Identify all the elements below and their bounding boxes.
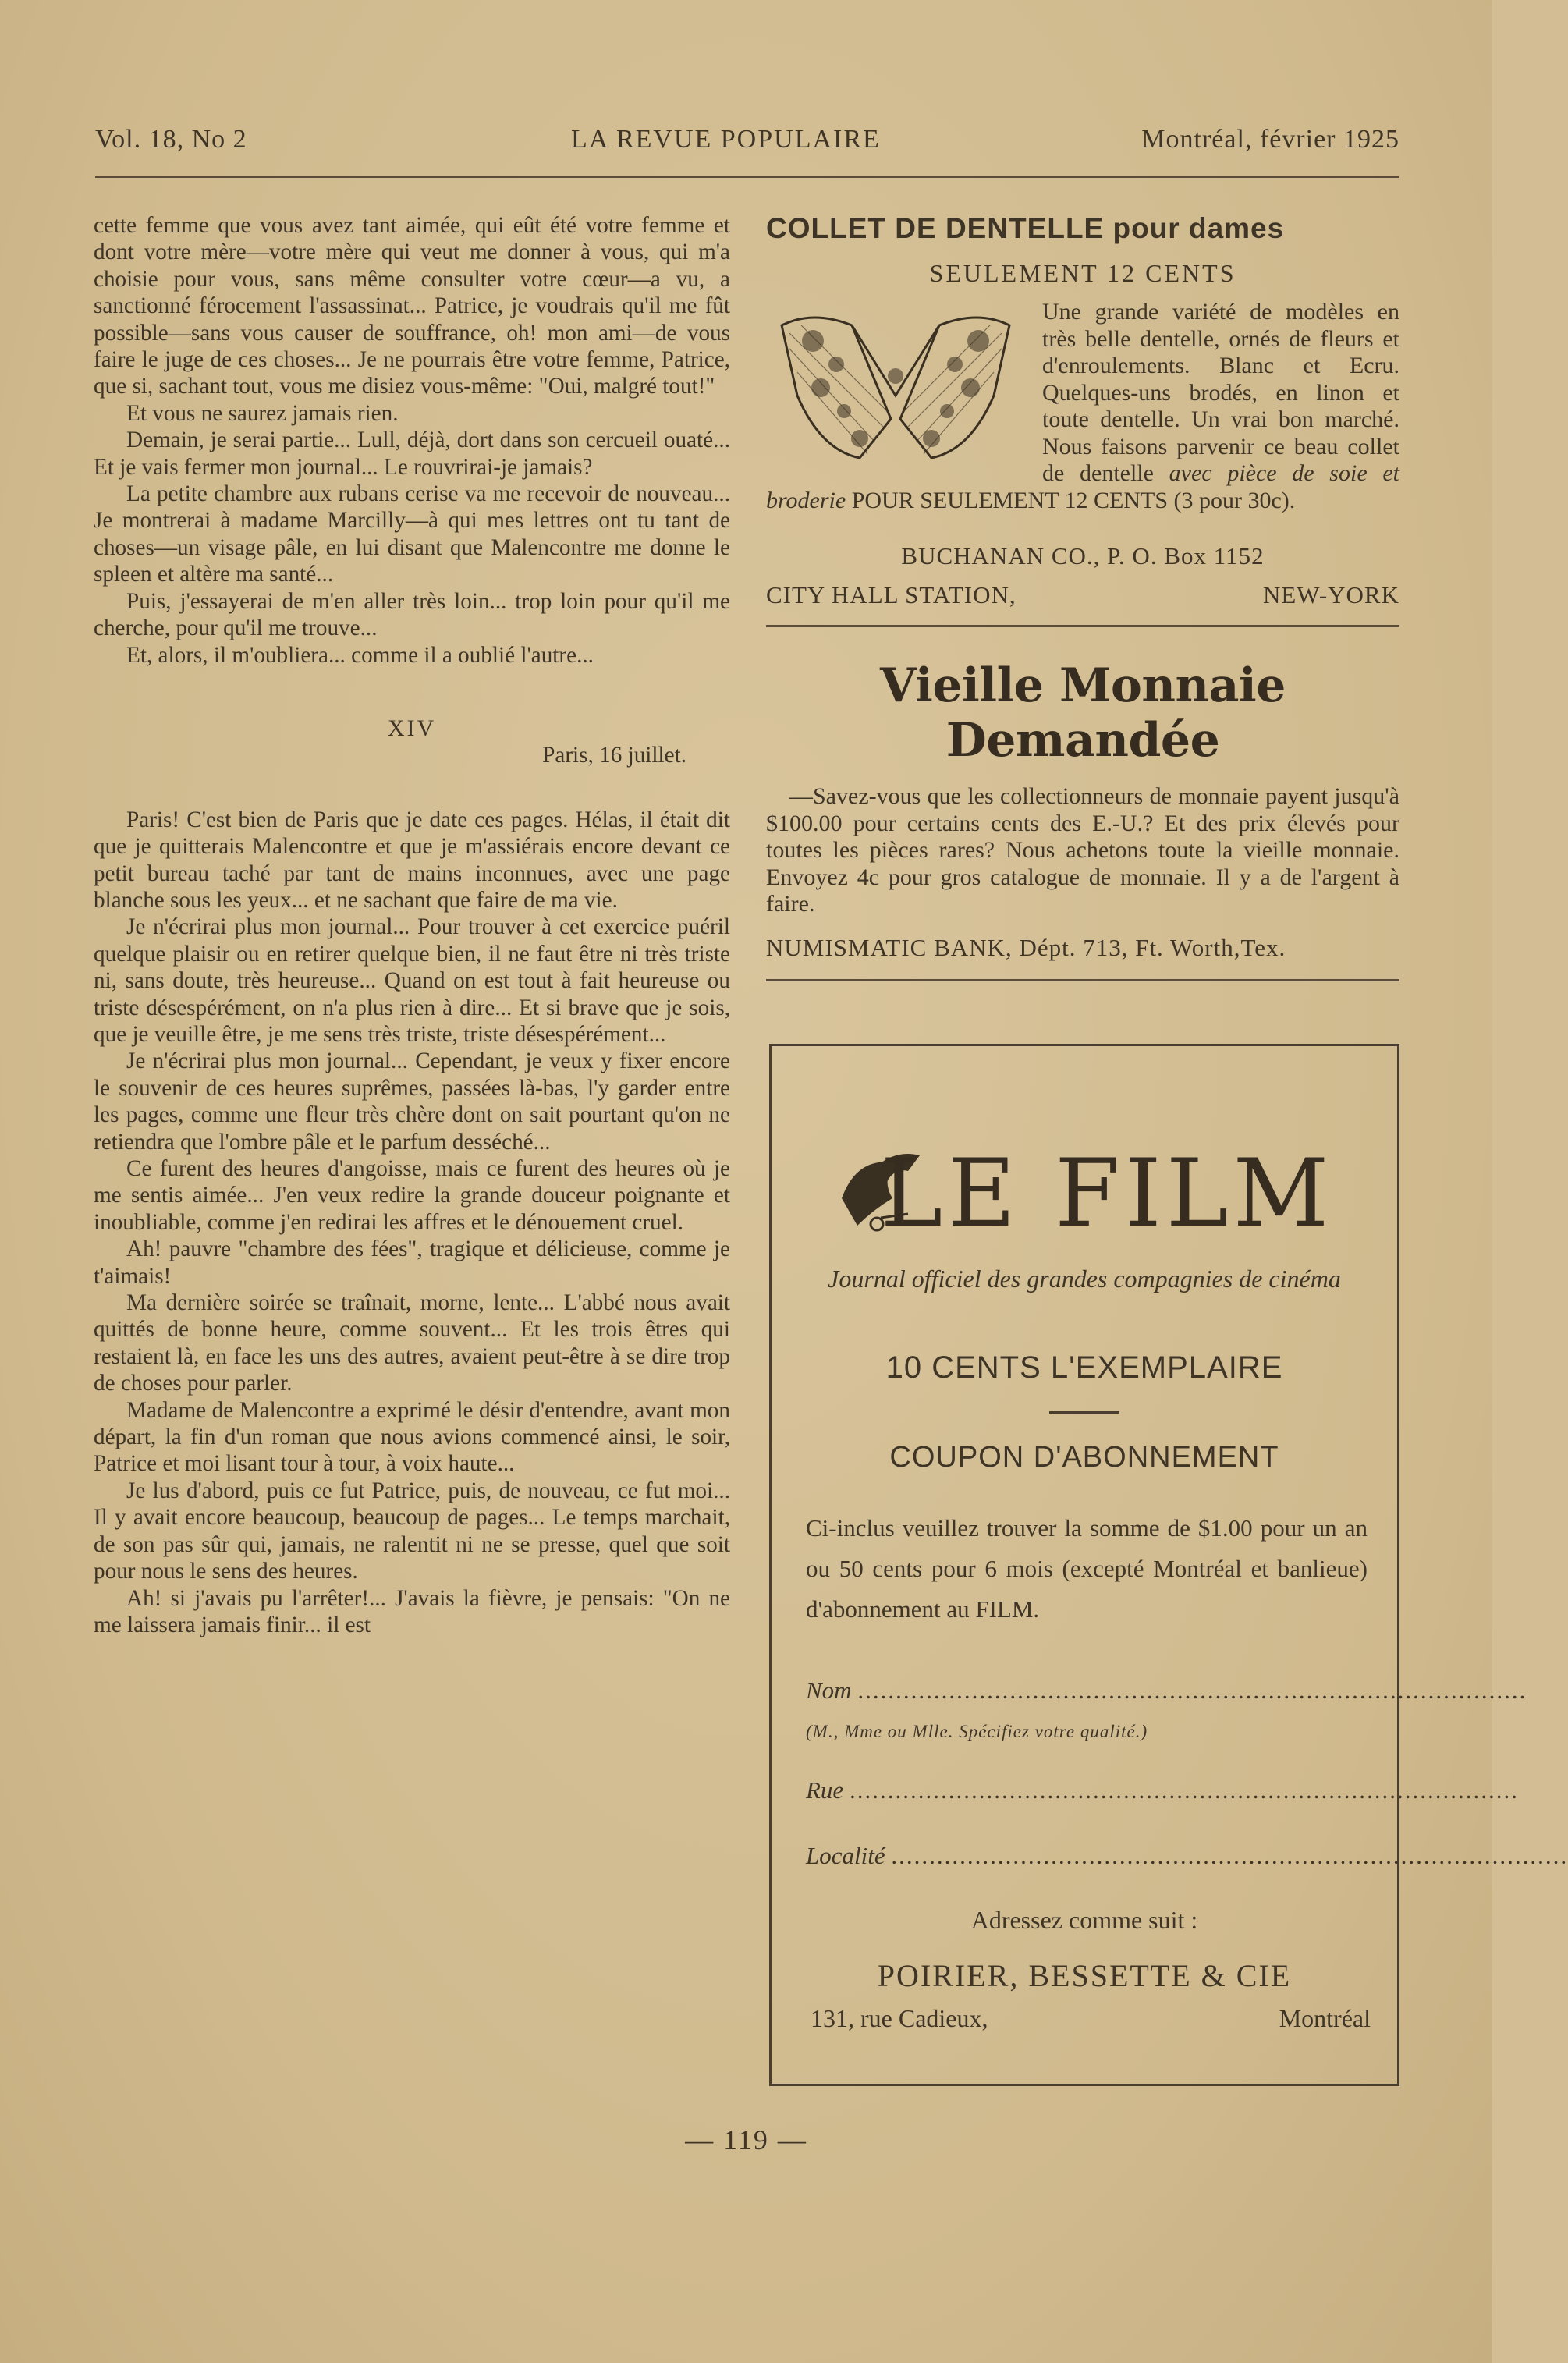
story-paragraph: Ma dernière soirée se traînait, morne, lente... L'abbé nous avait quittés de bonne heure, comme souvent... Et les trois êtres qui restaient là, en face les uns des autres, avaient peut-être à se dire trop de choses pour parler.	[94, 1290, 730, 1396]
story-column	[94, 212, 730, 1638]
journal-officiel-line: Journal officiel des grandes compagnies de cinéma	[828, 1265, 1341, 1293]
localite-field[interactable]	[806, 1842, 1568, 1870]
nom-field[interactable]	[806, 1676, 1527, 1705]
coupon-text: Ci-inclus veuillez trouver la somme de $1.00 pour un an ou 50 cents pour 6 mois (excepté Montréal et banlieue) d'abonnement au FILM.	[806, 1514, 1368, 1623]
firm-city: Montréal	[1279, 2004, 1371, 2032]
rue-field[interactable]	[806, 1776, 1519, 1804]
chapter-number: XIV	[387, 715, 437, 741]
localite-label: Localité	[806, 1842, 885, 1869]
poirier-bessette-firm: POIRIER, BESSETTE & CIE	[877, 1958, 1292, 1993]
rue-dots: ........................................................................................	[849, 1776, 1519, 1804]
story-paragraph: Et, alors, il m'oubliera... comme il a oublié l'autre...	[126, 642, 594, 668]
place-date: Montréal, février 1925	[1141, 125, 1399, 154]
story-paragraph: Je n'écrirai plus mon journal... Pour trouver à cet exercice puéril quelque plaisir ou en retirer quelque bien, il ne faut être ni très triste ni, sans doute, très heureuse... Quand on est tout à fait heureuse ou triste désespérément, on n'a plus rien à dire... Et si brave que je sois, que je veuille être, je me sens très triste, triste désespérément...	[94, 914, 730, 1047]
ads-column	[766, 212, 1399, 981]
lace-collar-illustration	[766, 302, 1025, 474]
numismatic-bank-address: NUMISMATIC BANK, Dépt. 713, Ft. Worth,Tex.	[766, 933, 1286, 961]
film-price: 10 CENTS L'EXEMPLAIRE	[885, 1350, 1283, 1385]
buchanan-city: NEW-YORK	[1262, 581, 1399, 608]
old-coins-ad-title: Vieille Monnaie Demandée	[880, 658, 1286, 768]
rue-label: Rue	[806, 1776, 844, 1804]
story-paragraph: Puis, j'essayerai de m'en aller très loin... trop loin pour qu'il me cherche, pour qu'il me trouve...	[94, 588, 730, 641]
buchanan-address-line	[766, 581, 1399, 609]
lace-collar-ad-text: Une grande variété de modèles en très belle dentelle, ornés de fleurs et d'enroulements. Blanc et Ecru. Quelques-uns brodés, en linon et toute dentelle. Un vrai bon marché. Nous faisons parvenir ce beau collet de dentelle	[1042, 299, 1399, 486]
header-rule	[95, 176, 1399, 178]
lace-collar-ad-subtitle: SEULEMENT 12 CENTS	[929, 259, 1236, 287]
page-number: — 119 —	[685, 2124, 807, 2155]
volume-number: Vol. 18, No 2	[95, 125, 247, 154]
story-paragraph: Demain, je serai partie... Lull, déjà, dort dans son cercueil ouaté... Et je vais fermer mon journal... Le rouvrirai-je jamais?	[94, 428, 730, 480]
le-film-subscription-ad	[769, 1044, 1568, 2086]
buchanan-station: CITY HALL STATION,	[766, 581, 1016, 608]
old-coins-ad-text: —Savez-vous que les collectionneurs de monnaie payent jusqu'à $100.00 pour certains cents des E.-U.? Et des prix élevés pour toutes les pièces rares? Nous achetons toute la vieille monnaie. Envoyez 4c pour gros catalogue de monnaie. Il y a de l'argent à faire.	[766, 783, 1399, 917]
nom-dots: ........................................................................................	[857, 1676, 1527, 1704]
lace-collar-ad	[766, 212, 1399, 627]
story-paragraph: Ce furent des heures d'angoisse, mais ce furent des heures où je me sentis aimée... J'en veux redire la grande douceur poignante et inoubliable, comme j'en redirai les affres et le dénouement cruel.	[94, 1156, 730, 1235]
lace-collar-ad-body	[766, 299, 1399, 514]
lace-collar-ad-address	[766, 542, 1399, 609]
story-paragraph: Ah! si j'avais pu l'arrêter!... J'avais la fièvre, je pensais: "On ne me laissera jamais finir... il est	[94, 1585, 730, 1637]
le-film-logo	[834, 1124, 1334, 1248]
firm-street: 131, rue Cadieux,	[811, 2004, 988, 2032]
story-paragraph: Paris! C'est bien de Paris que je date ces pages. Hélas, il était dit que je quitterais Malencontre et que je m'assiérais encore devant ce petit bureau taché par tant de mains inconnues, avec une page blanche sous les yeux... et ne sachant que faire de ma vie.	[94, 807, 730, 913]
chapter-date: Paris, 16 juillet.	[542, 743, 686, 768]
story-paragraph: Ah! pauvre "chambre des fées", tragique et délicieuse, comme je t'aimais!	[94, 1236, 730, 1289]
nom-label: Nom	[806, 1676, 852, 1704]
story-paragraph: Je n'écrirai plus mon journal... Cependant, je veux y fixer encore le souvenir de ces heures suprêmes, passées là-bas, l'y garder entre les pages, comme une fleur très chère dont on sait pourtant qu'on ne retiendra que l'ombre pâle et le parfum desséché...	[94, 1048, 730, 1155]
old-coins-ad	[766, 658, 1399, 981]
ad-divider	[766, 979, 1399, 981]
lace-collar-ad-text-end: POUR SEULEMENT 12 CENTS (3 pour 30c).	[846, 487, 1296, 513]
short-divider	[1049, 1411, 1119, 1414]
localite-dots: .........................................................................................	[891, 1842, 1568, 1869]
coupon-title: COUPON D'ABONNEMENT	[889, 1441, 1279, 1474]
ad-divider	[766, 625, 1399, 627]
story-paragraph: cette femme que vous avez tant aimée, qui eût été votre femme et dont votre mère—votre mère qui veut me donner à vous, qui m'a choisie pour vous, sans même consulter votre cœur—a vu, a sanctionné férocement l'assassinat... Patrice, je voudrais qu'il me fût possible—sans vous causer de souffrance, oh! mon ami—de vous faire le juge de ces choses... Je ne pourrais être votre femme, Patrice, que si, sachant tout, vous me disiez vous-même: "Oui, malgré tout!"	[94, 213, 730, 399]
page-header	[95, 125, 1399, 164]
old-coins-ad-body	[766, 783, 1399, 918]
story-paragraph: Je lus d'abord, puis ce fut Patrice, puis, de nouveau, ce fut moi... Il y avait encore beaucoup, beaucoup de pages... Le temps marchait, de son pas sûr qui, jamais, ne ralentit ni ne se presse, quel que soit pour nous le sens des heures.	[94, 1478, 730, 1584]
lace-collar-ad-italic: avec pièce de soie et broderie	[766, 460, 1399, 513]
magazine-title: LA REVUE POPULAIRE	[571, 125, 881, 154]
story-paragraph: La petite chambre aux rubans cerise va me recevoir de nouveau... Je montrerai à madame Marcilly—à qui mes lettres ont tu tant de choses—un visage pâle, en lui disant que Malencontre me donne le spleen et altère ma santé...	[94, 481, 730, 587]
address-intro: Adressez comme suit :	[970, 1906, 1198, 1934]
lace-collar-ad-title: COLLET DE DENTELLE pour dames	[766, 212, 1285, 244]
story-paragraph: Madame de Malencontre a exprimé le désir d'entendre, avant mon départ, la fin d'un roman que nous avions commencé ainsi, le soir, Patrice et moi lisant tour à tour, à voix haute...	[94, 1397, 730, 1477]
qualite-note: (M., Mme ou Mlle. Spécifiez votre qualité.)	[806, 1722, 1148, 1741]
story-paragraph: Et vous ne saurez jamais rien.	[126, 400, 399, 426]
le-film-logo-text: LE FILM	[880, 1140, 1334, 1248]
buchanan-company: BUCHANAN CO., P. O. Box 1152	[901, 542, 1265, 569]
